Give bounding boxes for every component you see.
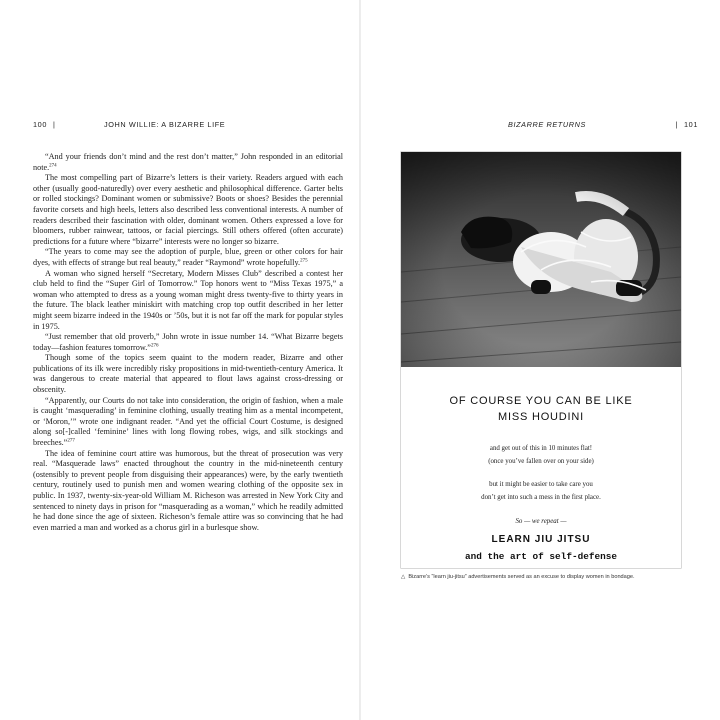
ad-body-line: but it might be easier to take care you: [489, 481, 593, 488]
caption-triangle-icon: △: [401, 574, 406, 580]
caption-text: Bizarre’s “learn jiu-jitsu” advertisements served as an excuse to display women in bondage.: [408, 574, 635, 580]
right-folio: [670, 120, 698, 129]
ad-body-line: don’t get into such a mess in the first place.: [481, 494, 601, 501]
ad-body-line: and get out of this in 10 minutes flat!: [489, 445, 593, 452]
paragraph: The idea of feminine court attire was humorous, but the threat of prosecution was very real. “Masquerade laws” enacted throughout the country in the mid-nineteenth century (ostensibly to prevent people from disguising their appearances) were, by the early twentieth century, routinely used to punish men and women wearing clothing of the opposite sex in public. In 1937, twenty-six-year-old William M. Richeson was arrested in New York City and sentenced to ninety days in prison for “masquerading as a woman,” which he readily admitted he had done since the age of sixteen. Richeson’s female attire was so convincing that he had even married a man and worked as a chorus girl in a burlesque show.: [33, 448, 343, 532]
paragraph: “Apparently, our Courts do not take into consideration, the origin of fashion, when a male is caught ‘masquerading’ in feminine clothing, usually treating him as a mental incompetent, or ‘Moron,’” wrote one indignant reader. “And yet the official Court Costume, is designed along so[-]called ‘feminine’ lines with long flowing robes, wigs, and silk stockings and breeches.”$^{277}$: [33, 395, 343, 448]
advertisement-figure: [401, 152, 681, 568]
left-running-head: JOHN WILLIE: A BIZARRE LIFE: [104, 120, 226, 129]
bondage-photo: [401, 152, 681, 367]
ad-copy: [401, 367, 681, 568]
ad-tagline: and the art of self-defense: [465, 551, 617, 562]
folio-divider: |: [52, 120, 56, 129]
page-gutter: [359, 0, 361, 720]
paragraph: The most compelling part of Bizarre’s letters is their variety. Readers argued with each other (usually good-naturedly) over every aesthetic and philosophical difference. Garter belts or rolled stockings? Dominant women or submissive? Boots or shoes? Besides the perennial favorite corsets and high heels, letters also described less conventional interests. A number of readers described their fascination with older, dominant women. Others expressed a love for bloomers, rubber rainwear, tattoos, or facial piercings. Still others offered (often accurate) predictions for a future where “bizarre” interests were no longer so bizarre.: [33, 173, 343, 246]
body-text: [33, 152, 343, 533]
paragraph: “The years to come may see the adoption of purple, blue, green or other colors for hair dyes, with effects of strange but real beauty,” reader “Raymond” wrote hopefully.$^{275}$: [33, 247, 343, 267]
right-page-number: 101: [684, 120, 698, 129]
right-running-head: BIZARRE RETURNS: [508, 120, 586, 129]
paragraph: “Just remember that old proverb,” John wrote in issue number 14. “What Bizarre begets today—fashion features tomorrow.”$^{276}$: [33, 332, 343, 352]
paragraph: “And your friends don’t mind and the rest don’t matter,” John responded in an editorial note.$^{274}$: [33, 152, 343, 172]
paragraph: Though some of the topics seem quaint to the modern reader, Bizarre and other publications of its ilk were incredibly risky propositions in mid-twentieth-century America. It was dangerous to create material that appeared to flout laws against cross-dressing or obscenity.: [33, 353, 343, 395]
ad-body-line: (once you’ve fallen over on your side): [488, 458, 594, 465]
ad-call-to-action: LEARN JIU JITSU: [491, 534, 591, 545]
figure-caption: [401, 574, 691, 580]
ad-body-line: So — we repeat —: [515, 518, 567, 525]
folio-divider: |: [675, 120, 679, 129]
left-page-number: 100: [33, 120, 47, 129]
ad-headline: OF COURSE YOU CAN BE LIKE: [449, 395, 633, 407]
paragraph: A woman who signed herself “Secretary, Modern Misses Club” described a contest her club held to find the “Super Girl of Tomorrow.” Top honors went to “Miss Texas 1975,” a woman who attempted to dress as a young woman might dress twenty-five to thirty years in the future. The black leather miniskirt with matching crop top outfit described in her letter might seem bizarre indeed in the 1940s or ’50s, but it is not far off the mark for popular styles in 1975.: [33, 268, 343, 331]
ad-headline-subject: MISS HOUDINI: [498, 411, 584, 423]
left-folio: [33, 120, 61, 129]
